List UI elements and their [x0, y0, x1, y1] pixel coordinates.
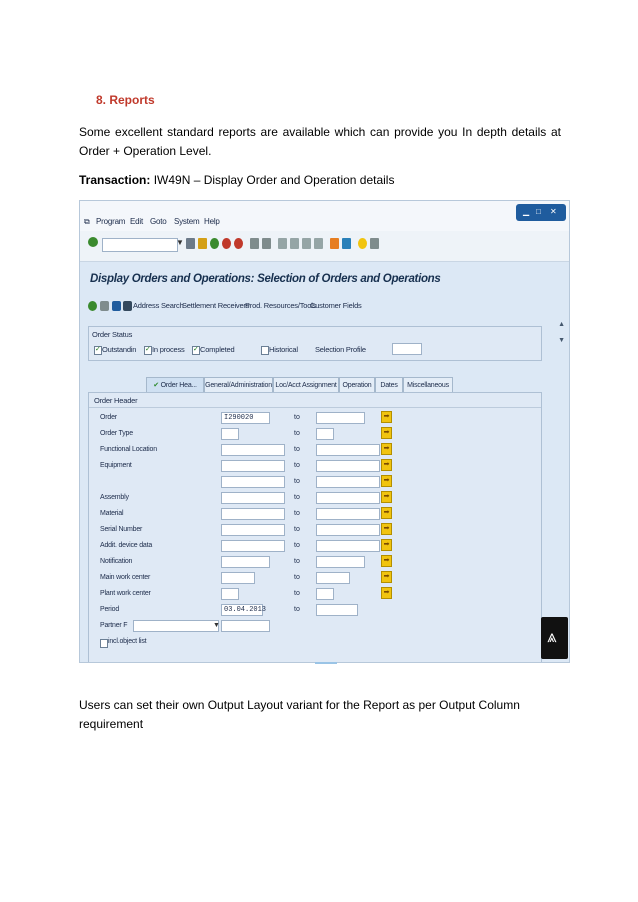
page-title: Display Orders and Operations: Selection of Orders and Operations — [90, 273, 441, 285]
equipment-to-input[interactable] — [316, 460, 380, 472]
tab-operation[interactable]: Operation — [339, 377, 375, 393]
tab-general-administration[interactable]: General/Administration — [204, 377, 273, 393]
partner-f-label: Partner F — [100, 622, 128, 629]
maximize-icon[interactable]: □ — [536, 207, 541, 216]
chevron-down-icon[interactable]: ▼ — [213, 622, 220, 629]
panel-header — [89, 393, 541, 408]
functional-location-from-input[interactable] — [221, 444, 285, 456]
layout-icon[interactable] — [330, 238, 339, 249]
menu-system[interactable]: System — [174, 217, 200, 226]
to-label: to — [294, 462, 300, 469]
multiple-selection-icon[interactable]: ➡ — [381, 555, 392, 567]
selection-profile-input[interactable] — [392, 343, 422, 355]
completed-label: Completed — [200, 345, 235, 354]
order-type-to-input[interactable] — [316, 428, 334, 440]
outro-paragraph: Users can set their own Output Layout variant for the Report as per Output Column requirement — [79, 698, 520, 731]
to-label: to — [294, 478, 300, 485]
transaction-line — [79, 171, 394, 190]
to-label: to — [294, 542, 300, 549]
chevron-down-icon[interactable]: ▼ — [176, 238, 184, 247]
menu-help[interactable]: Help — [204, 217, 220, 226]
multiple-selection-icon[interactable]: ➡ — [381, 427, 392, 439]
exit-icon[interactable] — [222, 238, 231, 249]
functional-location-label: Functional Location — [100, 446, 157, 453]
multiple-selection-icon[interactable]: ➡ — [381, 539, 392, 551]
assembly-label: Assembly — [100, 494, 129, 501]
section-heading: 8. Reports — [96, 93, 155, 107]
ok-icon[interactable] — [88, 237, 98, 247]
panel-title: Order Header — [94, 396, 138, 405]
next-page-icon[interactable] — [302, 238, 311, 249]
multiple-selection-icon[interactable]: ➡ — [381, 571, 392, 583]
order-type-from-input[interactable] — [221, 428, 239, 440]
logo-icon: ⩓ — [547, 627, 557, 646]
intro-paragraph: Some excellent standard reports are available which can provide you In depth details at Order + Operation Level. — [79, 125, 561, 158]
multiple-selection-icon[interactable]: ➡ — [381, 459, 392, 471]
execute-icon[interactable] — [88, 301, 97, 311]
multiple-selection-icon[interactable]: ➡ — [381, 443, 392, 455]
order-status-group — [88, 326, 542, 361]
plant-work-center-label: Plant work center — [100, 590, 151, 597]
sap-screenshot — [79, 200, 570, 663]
material-label: Material — [100, 510, 124, 517]
equipment-extra-from-input[interactable] — [221, 476, 285, 488]
customize-icon[interactable] — [370, 238, 379, 249]
partner-function-select[interactable] — [133, 620, 219, 632]
multiple-selection-icon[interactable]: ➡ — [381, 523, 392, 535]
tab-loc-acct-assignment[interactable]: Loc/Acct Assignment — [273, 377, 339, 393]
equipment-from-input[interactable] — [221, 460, 285, 472]
company-logo — [541, 617, 568, 659]
to-label: to — [294, 510, 300, 517]
period-label: Period — [100, 606, 120, 613]
serial-number-to-input[interactable] — [316, 524, 380, 536]
historical-label: Historical — [269, 345, 298, 354]
last-page-icon[interactable] — [314, 238, 323, 249]
print-icon[interactable] — [250, 238, 259, 249]
to-label: to — [294, 558, 300, 565]
functional-location-to-input[interactable] — [316, 444, 380, 456]
info-icon[interactable] — [112, 301, 121, 311]
notification-to-input[interactable] — [316, 556, 365, 568]
order-status-label: Order Status — [92, 330, 133, 339]
tab-order-header-label: Order Hea... — [160, 382, 197, 389]
tab-order-header[interactable] — [146, 377, 204, 393]
session-icon[interactable] — [342, 238, 351, 249]
multiple-selection-icon[interactable]: ➡ — [381, 587, 392, 599]
minimize-icon[interactable]: ▁ — [523, 207, 530, 216]
cancel-icon[interactable] — [234, 238, 243, 249]
multiple-selection-icon[interactable]: ➡ — [381, 411, 392, 423]
outstanding-checkbox[interactable]: ✓ — [95, 346, 101, 353]
to-label: to — [294, 574, 300, 581]
material-to-input[interactable] — [316, 508, 380, 520]
close-icon[interactable]: ✕ — [550, 207, 557, 216]
multiple-selection-icon[interactable]: ➡ — [381, 491, 392, 503]
tab-dates[interactable]: Dates — [375, 377, 403, 393]
to-label: to — [294, 526, 300, 533]
menu-system-icon[interactable]: ⧉ — [84, 217, 90, 226]
address-search-button[interactable]: Address Search — [133, 301, 184, 310]
selection-marker — [315, 662, 337, 664]
to-label: to — [294, 414, 300, 421]
main-work-center-from-input[interactable] — [221, 572, 255, 584]
window-controls — [516, 204, 566, 221]
completed-checkbox[interactable]: ✓ — [193, 346, 199, 353]
to-label: to — [294, 446, 300, 453]
material-from-input[interactable] — [221, 508, 285, 520]
settlement-receivers-button[interactable]: Settlement Receivers — [182, 301, 250, 310]
in-process-label: In process — [152, 345, 185, 354]
find-icon[interactable] — [262, 238, 271, 249]
selection-profile-label: Selection Profile — [315, 345, 366, 354]
assembly-to-input[interactable] — [316, 492, 380, 504]
menu-program[interactable]: Program — [96, 217, 126, 226]
assembly-from-input[interactable] — [221, 492, 285, 504]
tab-miscellaneous[interactable]: Miscellaneous — [403, 377, 453, 393]
addit-device-data-label: Addit. device data — [100, 542, 153, 549]
transaction-label: Transaction: — [79, 173, 151, 187]
equipment-label: Equipment — [100, 462, 132, 469]
partner-input[interactable] — [221, 620, 270, 632]
order-type-label: Order Type — [100, 430, 133, 437]
to-label: to — [294, 430, 300, 437]
notification-label: Notification — [100, 558, 133, 565]
menu-bar — [80, 201, 569, 232]
historical-checkbox[interactable] — [261, 346, 269, 355]
serial-number-from-input[interactable] — [221, 524, 285, 536]
to-label: to — [294, 590, 300, 597]
outstanding-label: Outstandin — [102, 345, 137, 354]
multiple-selection-icon[interactable]: ➡ — [381, 475, 392, 487]
order-from-input[interactable]: I290020 — [221, 412, 270, 424]
save-disk-icon[interactable] — [198, 238, 207, 249]
checkmark-icon: ✔ — [153, 382, 159, 389]
help-icon[interactable] — [358, 238, 367, 249]
addit-device-data-to-input[interactable] — [316, 540, 380, 552]
back-icon[interactable] — [210, 238, 219, 249]
order-to-input[interactable] — [316, 412, 365, 424]
command-field[interactable] — [102, 238, 178, 252]
incl-object-list-checkbox[interactable] — [100, 639, 108, 648]
scroll-up-icon[interactable]: ▲ — [558, 321, 565, 328]
address-icon[interactable] — [123, 301, 132, 311]
incl-object-list-label: incl.object list — [108, 638, 147, 645]
addit-device-data-from-input[interactable] — [221, 540, 285, 552]
notification-from-input[interactable] — [221, 556, 270, 568]
menu-goto[interactable]: Goto — [150, 217, 167, 226]
variant-icon[interactable] — [100, 301, 109, 311]
period-from-input[interactable]: 03.04.2013 — [221, 604, 263, 616]
plant-work-center-from-input[interactable] — [221, 588, 239, 600]
in-process-checkbox[interactable]: ✓ — [145, 346, 151, 353]
multiple-selection-icon[interactable]: ➡ — [381, 507, 392, 519]
order-header-panel — [88, 392, 542, 663]
first-page-icon[interactable] — [278, 238, 287, 249]
transaction-text: IW49N – Display Order and Operation details — [150, 173, 395, 187]
serial-number-label: Serial Number — [100, 526, 143, 533]
menu-edit[interactable]: Edit — [130, 217, 143, 226]
prod-resources-tools-button[interactable]: Prod. Resources/Tools — [245, 301, 317, 310]
save-icon[interactable] — [186, 238, 195, 249]
to-label: to — [294, 606, 300, 613]
period-to-input[interactable] — [316, 604, 358, 616]
main-work-center-to-input[interactable] — [316, 572, 350, 584]
equipment-extra-to-input[interactable] — [316, 476, 380, 488]
main-work-center-label: Main work center — [100, 574, 151, 581]
previous-page-icon[interactable] — [290, 238, 299, 249]
scroll-down-icon[interactable]: ▼ — [558, 337, 565, 344]
to-label: to — [294, 494, 300, 501]
customer-fields-button[interactable]: Customer Fields — [310, 301, 362, 310]
order-label: Order — [100, 414, 117, 421]
plant-work-center-to-input[interactable] — [316, 588, 334, 600]
